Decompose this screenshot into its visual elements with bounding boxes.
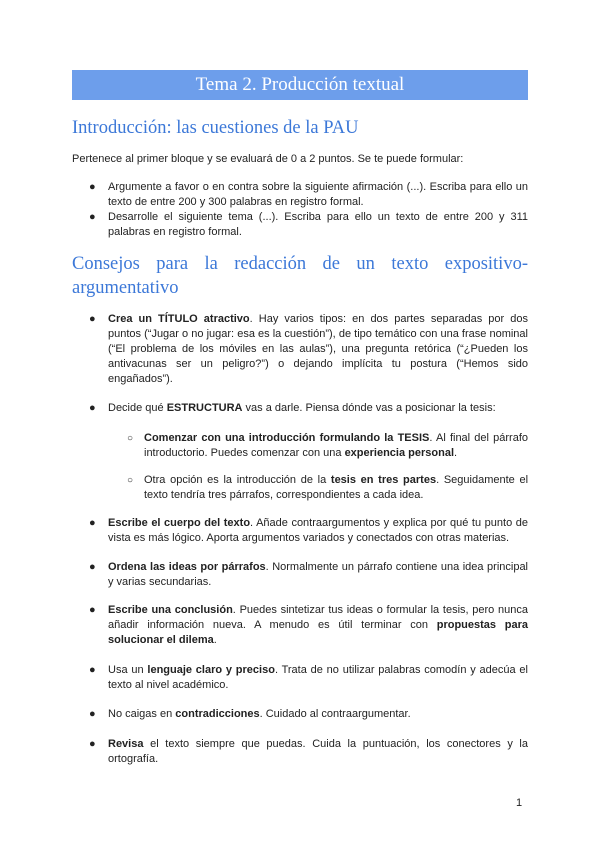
bold-text: Escribe una conclusión (108, 604, 233, 616)
sub-list-item (144, 473, 528, 503)
sub-bullet-icon: ○ (127, 475, 134, 486)
bold-text: lenguaje claro y preciso (147, 664, 275, 676)
bullet-icon: ● (89, 181, 96, 193)
bullet-icon: ● (89, 604, 96, 616)
list-item (108, 560, 528, 590)
page-title: Tema 2. Producción textual (72, 70, 528, 100)
bullet-icon: ● (89, 211, 96, 223)
bold-text: ESTRUCTURA (166, 402, 243, 414)
bullet-icon: ● (89, 738, 96, 750)
item-text: Decide qué (108, 402, 167, 414)
bold-text: experiencia personal (344, 447, 455, 459)
item-text: . Normalmente un párrafo contiene una idea principal y varias secundarias. (108, 561, 529, 588)
list-item: Desarrolle el siguiente tema (...). Escriba para ello un texto de entre 200 y 311 palabras en registro formal. (108, 211, 528, 238)
list-item: Argumente a favor o en contra sobre la siguiente afirmación (...). Escriba para ello un texto de entre 200 y 300 palabras en registro formal. (108, 181, 528, 208)
bold-text: Comenzar con una introducción formulando la TESIS (144, 432, 430, 444)
section-heading-consejos: Consejos para la redacción de un texto expositivo-argumentativo (72, 254, 528, 298)
list-item (108, 516, 528, 546)
item-text: . Cuidado al contraargumentar. (259, 708, 411, 720)
intro-paragraph: Pertenece al primer bloque y se evaluará de 0 a 2 puntos. Se te puede formular: (72, 153, 464, 165)
bold-text: Ordena las ideas por párrafos (108, 561, 266, 573)
item-text: . Seguidamente el texto tendría tres párrafos, correspondientes a cada idea. (144, 474, 529, 501)
bullet-icon: ● (89, 708, 96, 720)
item-text: . Puedes sintetizar tus ideas o formular la tesis, pero nunca añadir información nueva. A menudo es útil terminar con (108, 604, 528, 631)
item-text: el texto siempre que puedas. Cuida la puntuación, los conectores y la ortografía. (108, 738, 528, 765)
item-text: . Añade contraargumentos y explica por qué tu punto de vista es más lógico. Aporta argumentos variados y conectados con otras materias. (108, 517, 528, 544)
sub-bullet-icon: ○ (127, 433, 134, 444)
list-item (108, 401, 528, 416)
bold-text: Escribe el cuerpo del texto (108, 517, 251, 529)
item-text: Otra opción es la introducción de la (144, 474, 331, 486)
list-item (108, 663, 528, 693)
item-text: vas a darle. Piensa dónde vas a posicionar la tesis: (242, 402, 496, 414)
item-text: . Al final del párrafo introductorio. Puedes comenzar con una (144, 432, 528, 459)
section-heading-intro: Introducción: las cuestiones de la PAU (72, 118, 359, 138)
item-text: . (213, 634, 217, 646)
bullet-icon: ● (89, 517, 96, 529)
item-text: Usa un (108, 664, 148, 676)
list-item (108, 312, 528, 387)
bullet-icon: ● (89, 313, 96, 325)
list-item (108, 737, 528, 767)
bullet-icon: ● (89, 664, 96, 676)
page-number: 1 (516, 797, 523, 809)
list-item (108, 603, 528, 648)
item-text: . Hay varios tipos: en dos partes separadas por dos puntos (“Jugar o no jugar: esa es la cuestión”), de tipo temático con una frase nominal (“El problema de los móviles en las aulas”), una pregunta retórica (“¿Pueden los antivacunas ser un peligro?”) o dejando implícita tu postura (“Hemos sido engañados”). (108, 313, 528, 385)
bold-text: tesis en tres partes (330, 474, 437, 486)
bold-text: contradicciones (175, 708, 260, 720)
item-text: . Trata de no utilizar palabras comodín y adecúa el texto al nivel académico. (108, 664, 528, 691)
item-text: . (454, 447, 458, 459)
bold-text: Crea un TÍTULO atractivo (108, 313, 250, 325)
bold-text: propuestas para solucionar el dilema (108, 619, 528, 646)
bullet-icon: ● (89, 561, 96, 573)
bold-text: Revisa (108, 738, 144, 750)
sub-list-item (144, 431, 528, 461)
list-item (108, 707, 528, 722)
bullet-icon: ● (89, 402, 96, 414)
item-text: No caigas en (108, 708, 176, 720)
